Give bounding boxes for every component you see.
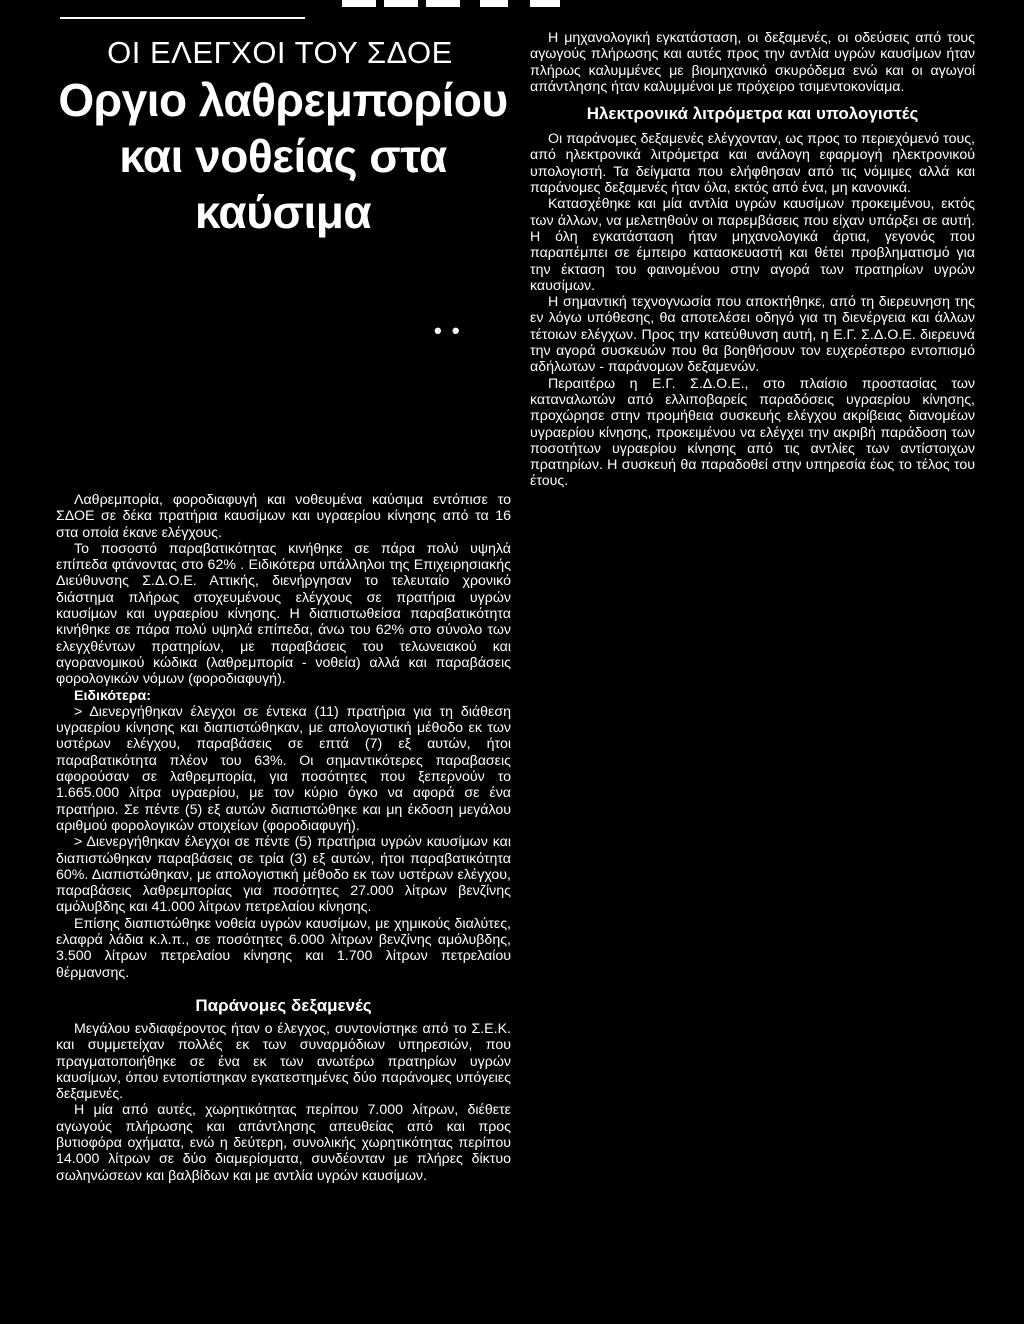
paragraph: > Διενεργήθηκαν έλεγχοι σε έντεκα (11) πρατήρια για τη διάθεση υγραερίου κίνησης και διαπιστώθηκαν, με απολογιστική μέθοδο εκ των υστέρων ελέγχου, παραβάσεις σε επτά (7) εξ αυτών, ήτοι παραβατικότητα πλέον του 63%. Οι σημαντικότερες παραβασεις αφορούσαν σε λαθρεμπορία, για ποσότητες που ξεπερνούν το 1.665.000 λίτρα υγραερίου, με τον κύριο όγκο να αφορά σε ένα πρατήριο. Σε πέντε (5) εξ αυτών διαπιστώθηκε και μη έκδοση μεγάλου αριθμού φορολογικών στοιχείων (φοροδιαφυγή). xyxy=(56,703,511,834)
paragraph: > Διενεργήθηκαν έλεγχοι σε πέντε (5) πρατήρια υγρών καυσίμων και διαπιστώθηκαν παραβάσεις σε τρία (3) εξ αυτών, ήτοι παραβατικότητα 60%. Διαπιστώθηκαν, με απολογιστική μέθοδο εκ των υστέρων ελέγχου, παραβάσεις λαθρεμπορίας για ποσότητες 27.000 λίτρων βενζίνης αμόλυβδης και 41.000 λίτρων πετρελαίου κίνησης. xyxy=(56,834,511,916)
top-rule xyxy=(60,17,305,19)
right-column xyxy=(530,30,975,490)
paragraph: Οι παράνομες δεξαμενές ελέγχονταν, ως προς το περιεχόμενό τους, από ηλεκτρονικά λιτρόμετρα και ανάλογη εφαρμογή ηλεκτρονικού υπολογιστή. Τα δείγματα που ελήφθησαν από τις νόμιμες αλλά και παράνομες δεξαμενές ήταν όλα, εκτός από ένα, μη κανονικά. xyxy=(530,131,975,197)
top-cropped-marks xyxy=(330,0,560,8)
paragraph-label: Ειδικότερα: xyxy=(74,687,151,704)
paragraph: Μεγάλου ενδιαφέροντος ήταν ο έλεγχος, συντονίστηκε από το Σ.Ε.Κ. και συμμετείχαν πολλές εκ των συναρμόδιων υπηρεσιών, που πραγματοποιήθηκε σε ένα εκ των ανωτέρω πρατηρίων υγρών καυσίμων, όπου εντοπίστηκαν εγκατεστημένες δύο παράνομες υπόγειες δεξαμενές. xyxy=(56,1020,511,1103)
left-column xyxy=(56,492,511,1184)
paragraph: Κατασχέθηκε και μία αντλία υγρών καυσίμων προκειμένου, εκτός των άλλων, να μελετηθούν οι παρεμβάσεις που είχαν υπάρξει σε αυτή. Η όλη εγκατάσταση ήταν μηχανολογικά άρτια, γεγονός που παραπέμπει σε έμπειρο κατασκευαστή και θέτει προβληματισμό για την έκταση του φαινομένου στην αγορά των πρατηρίων υγρών καυσίμων. xyxy=(530,196,975,294)
decorative-dots: • • xyxy=(434,318,462,343)
subheading: Παράνομες δεξαμενές xyxy=(195,995,372,1015)
paragraph: Περαιτέρω η Ε.Γ. Σ.Δ.Ο.Ε., στο πλαίσιο προστασίας των καταναλωτών από ελλιποβαρείς παραδόσεις υγραερίου κίνησης, προχώρησε στην προμήθεια συσκευής ελέγχου ακρίβειας διανομέων υγραερίου κίνησης, προκειμένου να ελέγχει την ακριβή παράδοση των ποσοτήτων υγραερίου κίνησης από τις αντλίες των αντίστοιχων πρατηρίων. Η συσκευή θα παραδοθεί στην υπηρεσία έως το τέλος του έτους. xyxy=(530,375,975,490)
paragraph: Η μηχανολογική εγκατάσταση, οι δεξαμενές, οι οδεύσεις από τους αγωγούς πλήρωσης και αυτές προς την αντλία υγρών καυσίμων ήταν πλήρως καλυμμένες με βιομηχανικό σκυρόδεμα ενώ και οι αγωγοί απάντλησης ήταν καλυμμένοι με πρόχειρο τσιμεντοκονίαμα. xyxy=(530,30,975,95)
subheading: Ηλεκτρονικά λιτρόμετρα και υπολογιστές xyxy=(586,104,919,124)
headline: Οργιο λαθρεμπορίου και νοθείας στα καύσιμα xyxy=(58,74,508,238)
paragraph: Η σημαντική τεχνογνωσία που αποκτήθηκε, από τη διερευνηση της εν λόγω υπόθεσης, θα αποτελέσει οδηγό για τη διενέργεια και άλλων τέτοιων ελέγχων. Προς την κατεύθυνση αυτή, η Ε.Γ. Σ.Δ.Ο.Ε. διερευνά την αγορά συσκευών που θα βοηθήσουν τον ευχερέστερο εντοπισμό αδήλωτων - παράνομων δεξαμενών. xyxy=(530,294,975,376)
paragraph: Η μία από αυτές, χωρητικότητας περίπου 7.000 λίτρων, διέθετε αγωγούς πλήρωσης και απάντλησης απευθείας από και προς βυτιοφόρα οχήματα, ενώ η δεύτερη, συνολικής χωρητικότητας περίπου 14.000 λίτρων σε δύο διαμερίσματα, συνδέονταν με πλήρες δίκτυο σωληνώσεων και βαλβίδων και με αντλία υγρών καυσίμων. xyxy=(56,1102,511,1184)
paragraph: Επίσης διαπιστώθηκε νοθεία υγρών καυσίμων, με χημικούς διαλύτες, ελαφρά λάδια κ.λ.π., σε ποσότητες 6.000 λίτρων βενζίνης αμόλυβδης, 3.500 λίτρων πετρελαίου κίνησης και 1.700 λίτρων πετρελαίου θέρμανσης. xyxy=(56,915,511,981)
kicker: ΟΙ ΕΛΕΓΧΟΙ ΤΟΥ ΣΔΟΕ xyxy=(107,35,453,70)
paragraph: Λαθρεμπορία, φοροδιαφυγή και νοθευμένα καύσιμα εντόπισε το ΣΔΟΕ σε δέκα πρατήρια καυσίμων και υγραερίου κίνησης από τα 16 στα οποία έκανε ελέγχους. xyxy=(56,492,511,541)
paragraph: Το ποσοστό παραβατικότητας κινήθηκε σε πάρα πολύ υψηλά επίπεδα φτάνοντας στο 62% . Ειδικότερα υπάλληλοι της Επιχειρησιακής Διεύθυνσης Σ.Δ.Ο.Ε. Αττικής, διενήργησαν το τελευταίο χρονικό διάστημα πλήρως στοχευμένους ελέγχους σε πρατήρια υγρών καυσίμων και υγραερίου κίνησης. Η διαπιστωθείσα παραβατικότητα κινήθηκε σε πάρα πολύ υψηλά επίπεδα, άνω του 62% στο σύνολο των ελεγχθέντων πρατηρίων, με παραβάσεις του τελωνειακού και αγορανομικού κώδικα (λαθρεμπορία - νοθεία) αλλά και παραβάσεις φορολογικών νόμων (φοροδιαφυγή). xyxy=(56,540,511,688)
